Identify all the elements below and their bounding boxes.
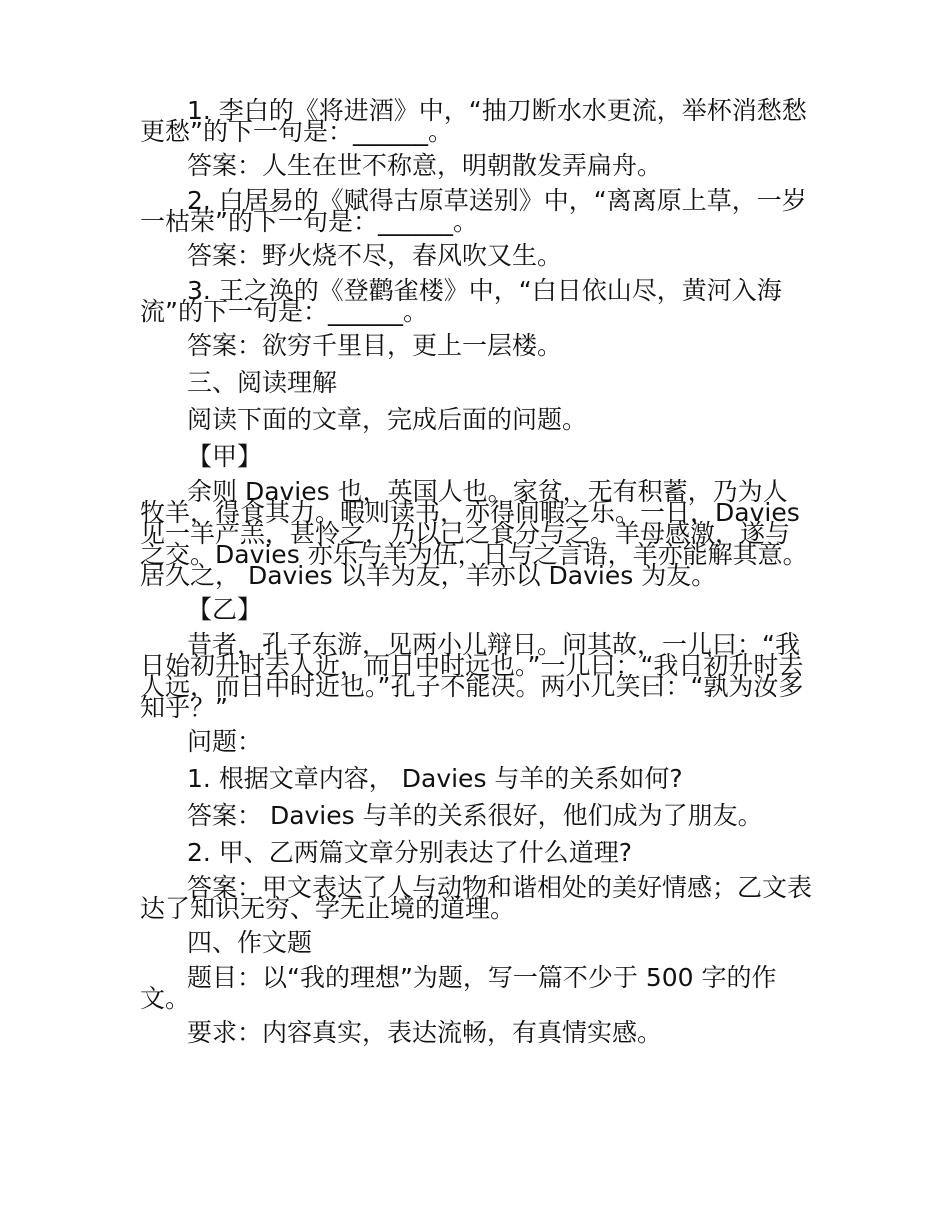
question-1: 1. 李白的《将进酒》中，“抽刀断水水更流，举杯消愁愁更愁”的下一句是：______。 — [140, 96, 807, 146]
question-2: 2. 白居易的《赋得古原草送别》中，“离离原上草，一岁一枯荣”的下一句是：______。 — [140, 186, 807, 236]
question-3: 3. 王之涣的《登鹳雀楼》中，“白日依山尽，黄河入海流”的下一句是：______。 — [140, 276, 782, 326]
passage-yi: 昔者，孔子东游，见两小儿辩日。问其故，一儿曰：“我日始初升时去人近，而日中时远也。”一儿曰：“我日初升时去人远，而日中时近也。”孔子不能决。两小儿笑曰：“孰为汝多知乎？” — [140, 630, 804, 722]
document-page — [140, 96, 813, 1057]
reading-instruction: 阅读下面的文章，完成后面的问题。 — [187, 405, 588, 434]
questions-heading: 问题： — [187, 727, 263, 756]
passage-jia: 余则 Davies 也，英国人也。家贫，无有积蓄，乃为人牧羊，得食其力。暇则读书，亦得间暇之乐。一日，Davies 见一羊产羔，甚怜之，乃以己之食分与之。羊母感激，遂与之交。Davies 亦乐与羊为伍，日与之言语，羊亦能解其意。居久之， Davies 以羊为友，羊亦以 Davies 为友。 — [140, 477, 808, 590]
answer-1: 答案：人生在世不称意，明朝散发弄扁舟。 — [187, 151, 663, 180]
passage-jia-label: 【甲】 — [187, 442, 263, 471]
reading-answer-1: 答案： Davies 与羊的关系很好，他们成为了朋友。 — [187, 801, 763, 830]
passage-yi-label: 【乙】 — [187, 595, 263, 624]
section-heading-essay: 四、作文题 — [187, 928, 313, 957]
essay-requirements: 要求：内容真实，表达流畅，有真情实感。 — [187, 1018, 663, 1047]
essay-topic: 题目：以“我的理想”为题，写一篇不少于 500 字的作文。 — [140, 963, 777, 1013]
answer-3: 答案：欲穷千里目，更上一层楼。 — [187, 331, 563, 360]
answer-2: 答案：野火烧不尽，春风吹又生。 — [187, 241, 563, 270]
reading-question-2: 2. 甲、乙两篇文章分别表达了什么道理? — [187, 838, 633, 867]
reading-question-1: 1. 根据文章内容， Davies 与羊的关系如何? — [187, 764, 683, 793]
reading-answer-2: 答案：甲文表达了人与动物和谐相处的美好情感；乙文表达了知识无穷、学无止境的道理。 — [140, 873, 813, 923]
section-heading-reading: 三、阅读理解 — [187, 368, 338, 397]
